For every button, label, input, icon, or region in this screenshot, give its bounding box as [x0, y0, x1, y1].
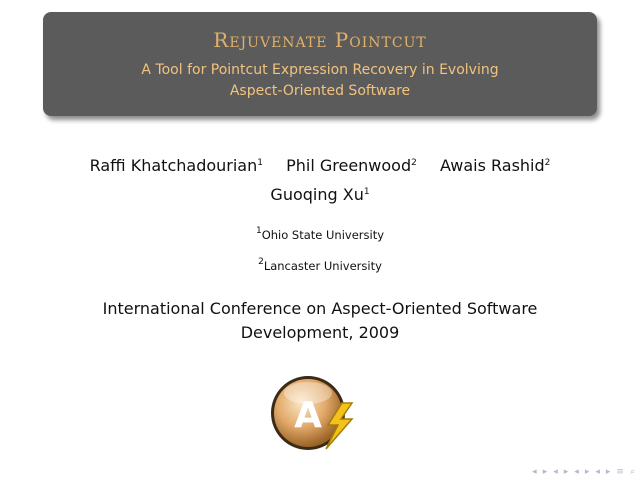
institution: $^2$Lancaster University: [258, 257, 382, 273]
logo-letter: A: [294, 395, 322, 436]
subtitle-line-1: A Tool for Pointcut Expression Recovery in Evolving: [141, 62, 499, 78]
presentation-subtitle: [43, 60, 597, 102]
section-next-icon[interactable]: ▸: [605, 467, 612, 477]
conference-line-2: Development, 2009: [240, 323, 400, 342]
title-box: [43, 12, 597, 116]
presentation-title: Rejuvenate Pointcut: [213, 28, 427, 52]
author-list: [0, 150, 640, 208]
frame-prev-icon[interactable]: ◂: [553, 467, 559, 477]
institution: $^1$Ohio State University: [255, 226, 385, 242]
section-prev-icon[interactable]: ◂: [595, 467, 601, 477]
conference: [0, 297, 640, 345]
author: Phil Greenwood$^2$: [286, 156, 417, 175]
subsection-next-icon[interactable]: ▸: [584, 467, 591, 477]
subtitle-line-2: Aspect-Oriented Software: [229, 83, 411, 99]
conference-line-1: International Conference on Aspect-Oriented Software: [102, 299, 538, 318]
frame-next-icon[interactable]: ▸: [563, 467, 570, 477]
align-icon[interactable]: ≡: [616, 467, 625, 477]
slide-next-icon[interactable]: ▸: [542, 467, 549, 477]
author: Awais Rashid$^2$: [439, 156, 551, 175]
beamer-navigation: [532, 467, 636, 477]
slide-prev-icon[interactable]: ◂: [532, 467, 538, 477]
author: Guoqing Xu$^1$: [270, 185, 370, 204]
subsection-prev-icon[interactable]: ◂: [574, 467, 580, 477]
author: Raffi Khatchadourian$^1$: [89, 156, 263, 175]
aspectj-logo: [268, 373, 360, 457]
search-icon[interactable]: ⌕: [629, 467, 636, 477]
